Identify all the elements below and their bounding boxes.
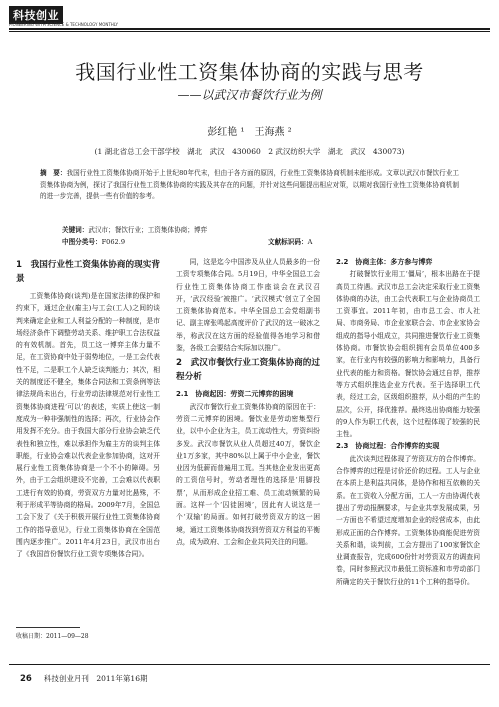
- journal-logo-subtitle: PIONEERING WITH SCIENCE & TECHNOLOGY MONTHLY: [9, 22, 118, 27]
- body-column-2: [176, 256, 320, 548]
- keywords-text: 武汉市；餐饮行业；工资集体协商；博弈: [88, 226, 208, 234]
- keywords-label: 关键词：: [62, 226, 89, 234]
- subsection-heading-2-2: 2.2 协商主体：多方参与博弈: [336, 258, 433, 266]
- paragraph: 工资集体协商(谈判)是在国家法律的保护和约束下，通过企业(雇主)与工会(工人)之间的谈判来确定企业和工人利益分配的一种制度，是市场经济条件下调整劳动关系、维护职工合法权益的有效机制。首先，员工这一博弈主体力量不足，在工资协商中处于弱势地位，一是工会代表性不足，二是职工个人缺乏谈判能力；其次，相关的制度还不健全，集体合同法和工资条例等法律法规尚未出台，行业劳动法律规范对行业性工资集体协商进程‘可以’的表述，实质上使这一制度成为一种非强制性的选择；再次，行业协会作用发挥不充分。由于我国大部分行业协会缺乏代表性和独立性，难以承担作为雇主方的谈判主体职能，行业协会难以代表企业参加协商，这对开展行业性工资集体协商是一个不小的障碍。另外，由于工会组织建设不完善，工会难以代表职工进行有效的协商，劳资双方力量对比悬殊，不利于形成平等协商的格局。2009年7月，全国总工会下发了《关于积极开展行业性工资集体协商工作的指导意见》，行业工资集体协商在全国范围内逐步推广。2011年4月23日，武汉市出台了《我国首份餐饮行业工资专项集体合同》。: [16, 292, 160, 559]
- paragraph: 武汉市餐饮行业工资集体协商的原因在于：劳资二元博弈的困境。餐饮业是劳动密集型行业，以中小企业为主，员工流动性大，劳资纠纷多发。武汉市餐饮从业人员超过40万，餐饮企业1万多家，其中80%以上属于中小企业，餐饮业因为低薪而普遍用工荒。当其他企业发出更高的工资信号时，劳动者理性的选择是‘用脚投票’，从而形成企业招工难、员工流动频繁的局面。这样一个‘囚徒困境’，因此有人说这是一个‘双输’的局面。如何打破劳资双方的这一困境，通过工资集体协商找到劳资双方利益的平衡点，成为政府、工会和企业共同关注的问题。: [176, 402, 320, 546]
- subsection-heading-2-3: 2.3 协商过程：合作博弈的实现: [336, 442, 440, 451]
- received-date: 收稿日期：2011—09—28: [16, 633, 89, 640]
- issue-info: 2011年第16期: [96, 674, 148, 683]
- article-subtitle: ——以武汉市餐饮行业为例: [177, 88, 322, 102]
- abstract-label: 摘 要：: [40, 169, 67, 177]
- body-column-3: [336, 256, 480, 588]
- body-column-1: [16, 256, 160, 561]
- paragraph: 此次谈判过程体现了劳资双方的合作博弈。合作博弈的过程是讨价还价的过程。工人与企业在本质上是利益共同体，是协作和相互依赖的关系。在工资收入分配方面，工人一方由协调代表提出了劳动报酬要求，与企业共享发展成果，另一方面也不希望过度增加企业的经营成本，由此形成正面的合作博弈。工资集体协商能促进劳资关系和谐，谈判前，工会方提出了100家餐饮企业调查报告，完成600份针对劳资双方的调查问卷，同时参照武汉市最低工资标准和市劳动部门所确定的关于餐饮行业的11个工种的指导价。: [336, 454, 480, 586]
- journal-logo-text: 科技创业: [9, 6, 63, 24]
- header-rule: [9, 28, 490, 30]
- paragraph: 打破餐饮行业用工‘僵局’，根本出路在于提高员工待遇。武汉市总工会决定采取行业工资集体协商的办法，由工会代表职工与企业协商员工工资事宜。2011年初，由市总工会、市人社局、市商务局、市企业家联合会、市企业家协会组成的指导小组成立，共同推进餐饮行业工资集体协商。市餐饮协会组织拥有会员单位400多家，在行业内有较强的影响力和影响力，具备行业代表的能力和资格。餐饮协会通过自荐，推荐等方式组织推选企业方代表。至于选择职工代表，经过工会，区级组织推荐，从小组的产生的层次，公开，择优推荐。最终选出协商能力较强的9人作为职工代表，这个过程体现了较强的民主性。: [336, 270, 480, 439]
- header-rule-thin: [9, 31, 490, 32]
- classification-number: [62, 236, 125, 246]
- classification-value: F062.9: [101, 238, 126, 246]
- abstract: [40, 168, 459, 203]
- document-code-value: A: [307, 238, 313, 246]
- abstract-text: 我国行业性工资集体协商开始于上世纪80年代末，但由于各方面的原因，行业性工资集体协商机制未能形成。文章以武汉市餐饮行业工资集体协商为例，探讨了我国行业性工资集体协商的实践及其存在的问题，并针对这些问题提出相应对策，以期对我国行业性工资集体协商机制的进一步完善，提供一些有价值的参考。: [40, 169, 460, 200]
- footer-rule: [9, 664, 490, 665]
- journal-name: 科技创业月刊: [43, 674, 89, 683]
- document-code: [268, 236, 312, 246]
- author-affiliation: (1 湖北省总工会干部学校 湖北 武汉 430060 2 武汉纺织大学 湖北 武汉 430073): [94, 147, 405, 156]
- keywords: [62, 224, 207, 234]
- article-title: 我国行业性工资集体协商的实践与思考: [75, 60, 424, 84]
- section-heading-2: 2 武汉市餐饮行业工资集体协商的过程分析: [176, 358, 320, 383]
- page-footer: [20, 673, 147, 684]
- section-heading-1: 1 我国行业性工资集体协商的现实背景: [16, 260, 160, 284]
- document-code-label: 文献标识码：: [268, 238, 308, 246]
- classification-label: 中图分类号：: [62, 238, 102, 246]
- article-authors: 彭红艳 ¹ 王海燕 ²: [207, 127, 292, 138]
- page-number: 26: [20, 674, 32, 684]
- footnote-rule: [16, 627, 80, 628]
- subsection-heading-2-1: 2.1 协商起因：劳资二元博弈的困境: [176, 390, 294, 399]
- paragraph: 同，这是迄今中国涉及从业人员最多的一份工资专项集体合同。5月19日，中华全国总工会行业性工资集体协商工作座谈会在武汉召开，‘武汉经验’被推广。‘武汉模式’创立了全国工资集体协商范本。中华全国总工会党组副书记、副主席张鸣起高度评价了武汉的这一破冰之举，称武汉在这方面的经验值得各地学习和借鉴，各级工会要结合实际加以推广。: [176, 258, 320, 353]
